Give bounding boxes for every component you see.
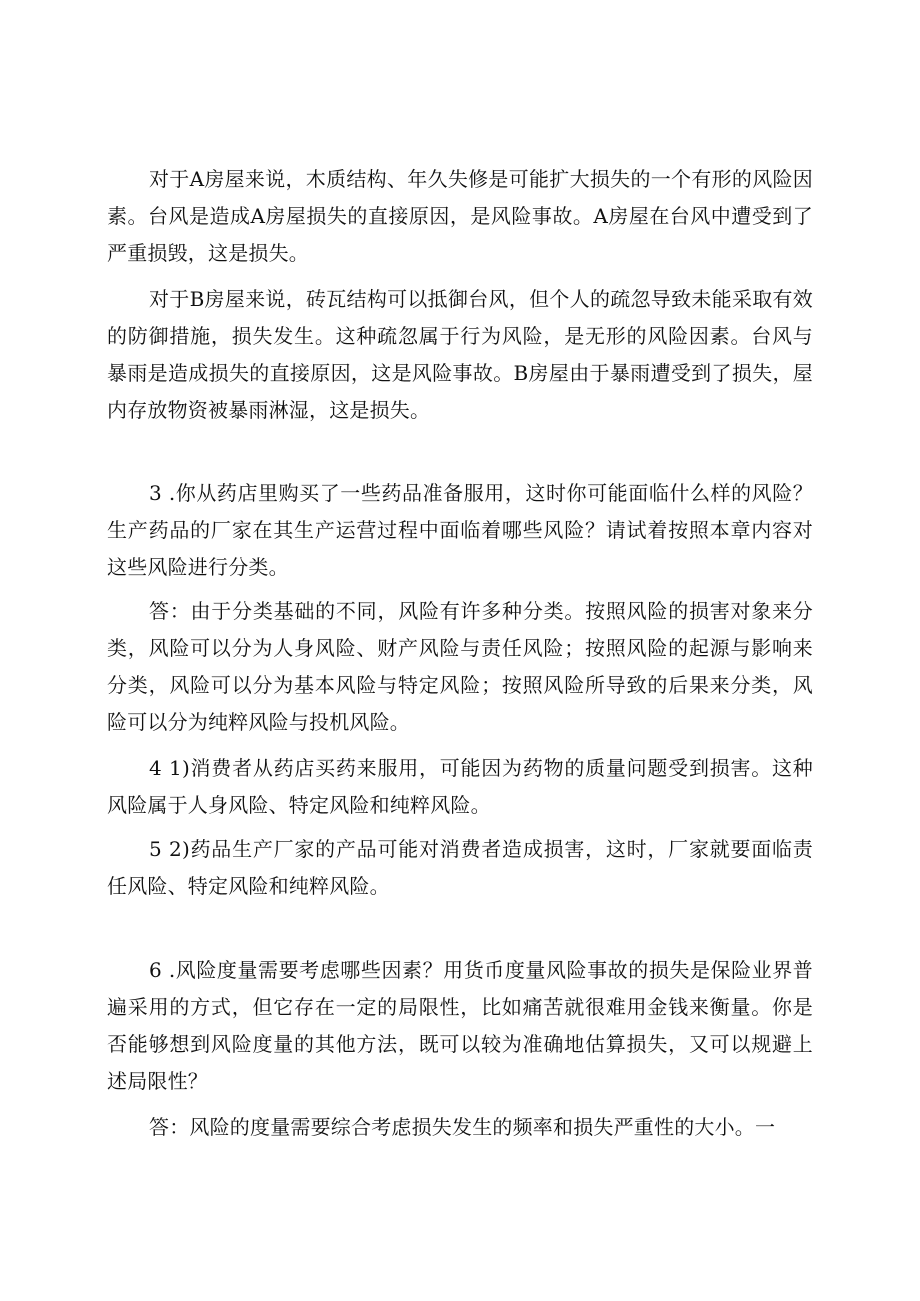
answer-6: 答：风险的度量需要综合考虑损失发生的频率和损失严重性的大小。一: [149, 1115, 776, 1139]
answer-3-classification: 答：由于分类基础的不同，风险有许多种分类。按照风险的损害对象来分类，风险可以分为人身风险、财产风险与责任风险；按照风险的起源与影响来分类，风险可以分为基本风险与特定风险；按照风险所导致的后果来分类，风险可以分为纯粹风险与投机风险。: [107, 599, 813, 734]
paragraph-house-a-analysis: 对于A房屋来说，木质结构、年久失修是可能扩大损失的一个有形的风险因素。台风是造成A房屋损失的直接原因，是风险事故。A房屋在台风中遭受到了严重损毁，这是损失。: [107, 167, 813, 265]
answer-3-point-2: 5 2)药品生产厂家的产品可能对消费者造成损害，这时，厂家就要面临责任风险、特定风险和纯粹风险。: [107, 837, 813, 898]
question-3: 3 .你从药店里购买了一些药品准备服用，这时你可能面临什么样的风险？生产药品的厂家在其生产运营过程中面临着哪些风险？请试着按照本章内容对这些风险进行分类。: [107, 481, 813, 579]
question-6: 6 .风险度量需要考虑哪些因素？用货币度量风险事故的损失是保险业界普遍采用的方式，但它存在一定的局限性，比如痛苦就很难用金钱来衡量。你是否能够想到风险度量的其他方法，既可以较为准确地估算损失，又可以规避上述局限性？: [107, 958, 813, 1093]
paragraph-house-b-analysis: 对于B房屋来说，砖瓦结构可以抵御台风，但个人的疏忽导致未能采取有效的防御措施，损失发生。这种疏忽属于行为风险，是无形的风险因素。台风与暴雨是造成损失的直接原因，这是风险事故。B房屋由于暴雨遭受到了损失，屋内存放物资被暴雨淋湿，这是损失。: [107, 287, 813, 422]
answer-3-point-1: 4 1)消费者从药店买药来服用，可能因为药物的质量问题受到损害。这种风险属于人身风险、特定风险和纯粹风险。: [107, 756, 813, 817]
